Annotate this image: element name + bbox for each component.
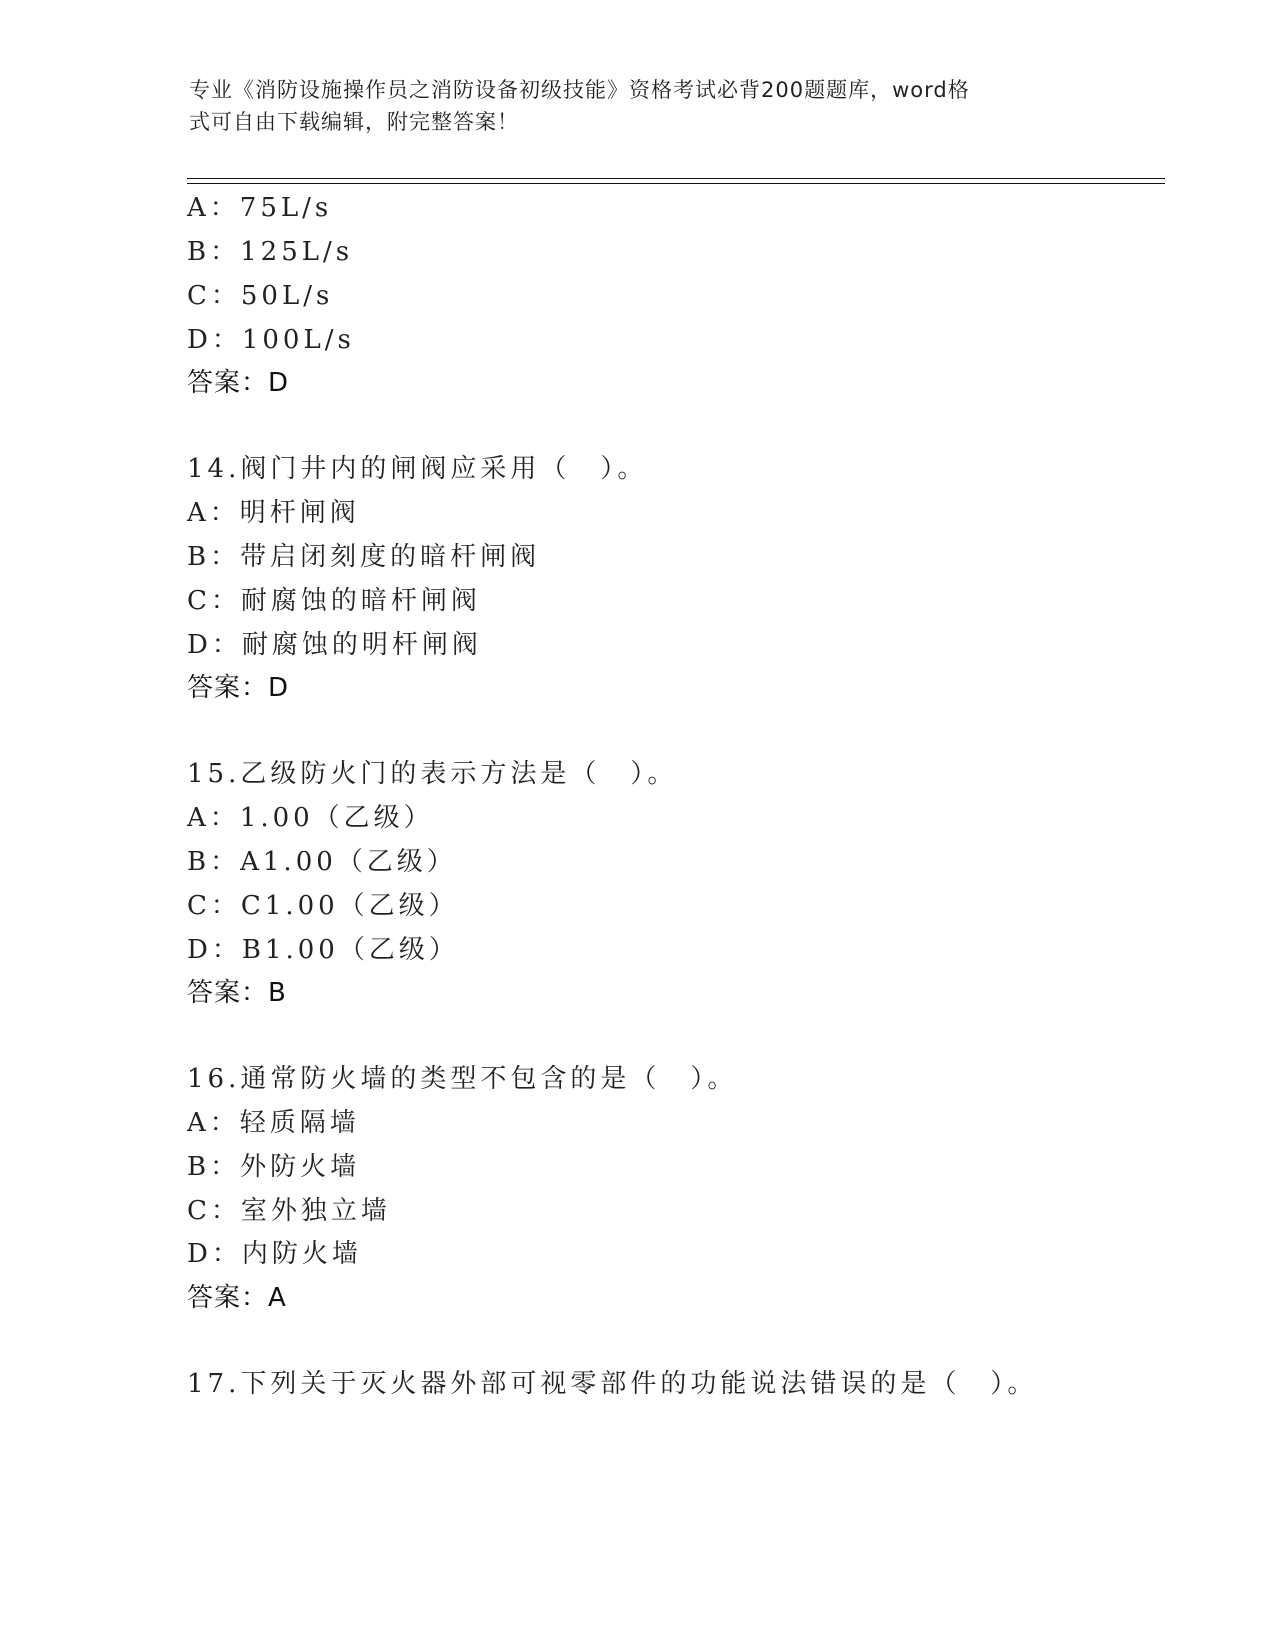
header-divider-bottom — [187, 183, 1165, 184]
question-17: 17.下列关于灭火器外部可视零部件的功能说法错误的是（ ）。 — [187, 1369, 1038, 1399]
option-b: B：外防火墙 — [187, 1152, 361, 1182]
question-15: 15.乙级防火门的表示方法是（ ）。 — [187, 759, 678, 789]
answer-line: 答案：D — [187, 673, 290, 703]
answer-line: 答案：A — [187, 1283, 287, 1313]
option-b: B：125L/s — [187, 237, 354, 267]
option-a: A：75L/s — [187, 193, 333, 223]
header-line-2: 式可自由下载编辑，附完整答案！ — [189, 110, 519, 134]
document-header — [189, 74, 1069, 138]
option-a: A：明杆闸阀 — [187, 498, 360, 528]
option-d: D：耐腐蚀的明杆闸阀 — [187, 630, 482, 660]
option-c: C：室外独立墙 — [187, 1196, 391, 1226]
option-a: A：轻质隔墙 — [187, 1108, 360, 1138]
answer-line: 答案：D — [187, 368, 290, 398]
question-16: 16.通常防火墙的类型不包含的是（ ）。 — [187, 1064, 738, 1094]
option-c: C：50L/s — [187, 281, 334, 311]
answer-line: 答案：B — [187, 978, 287, 1008]
option-d: D：B1.00（乙级） — [187, 935, 459, 965]
option-c: C：耐腐蚀的暗杆闸阀 — [187, 586, 481, 616]
option-d: D：100L/s — [187, 325, 355, 355]
option-d: D：内防火墙 — [187, 1239, 362, 1269]
option-a: A：1.00（乙级） — [187, 803, 434, 833]
question-14: 14.阀门井内的闸阀应采用（ ）。 — [187, 454, 648, 484]
option-c: C：C1.00（乙级） — [187, 891, 459, 921]
option-b: B：A1.00（乙级） — [187, 847, 457, 877]
header-line-1: 专业《消防设施操作员之消防设备初级技能》资格考试必背200题题库，word格 — [189, 78, 970, 102]
option-b: B：带启闭刻度的暗杆闸阀 — [187, 542, 541, 572]
header-divider-top — [187, 178, 1165, 179]
